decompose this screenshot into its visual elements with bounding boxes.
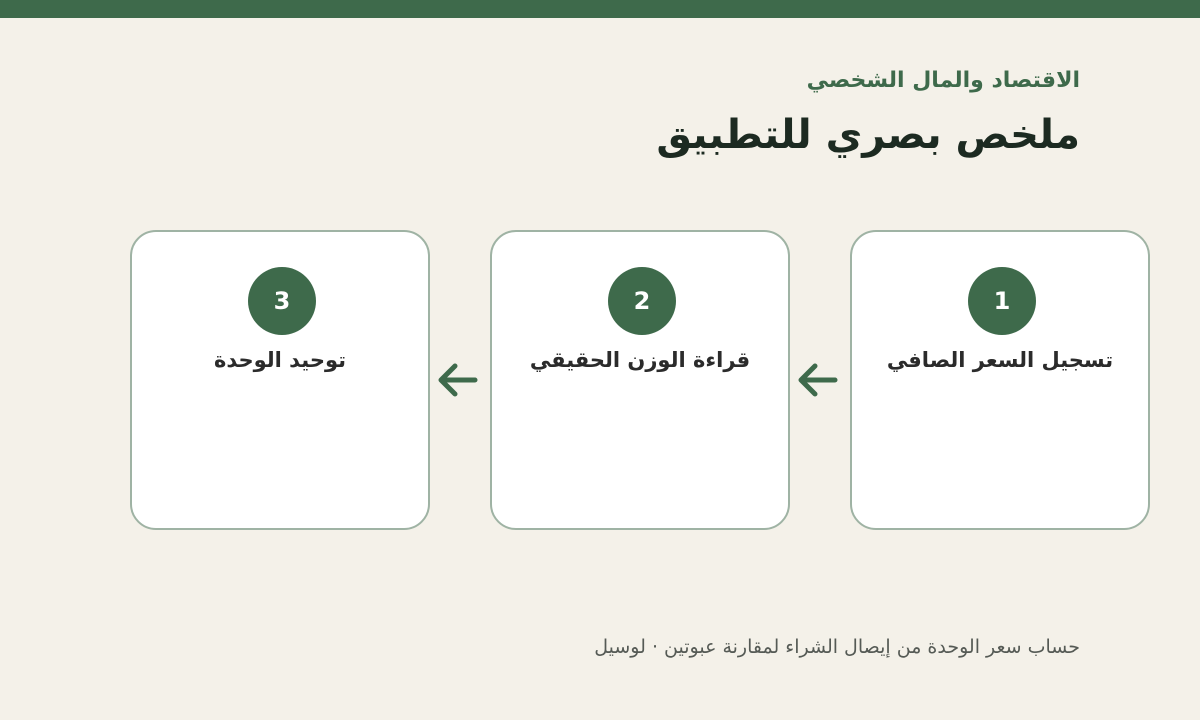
- step-card-1: [850, 230, 1150, 530]
- step-card-2: [490, 230, 790, 530]
- step-number-badge: 3: [248, 267, 316, 335]
- step-number-badge: 1: [968, 267, 1036, 335]
- step-label: توحيد الوحدة: [213, 348, 347, 372]
- arrow-left-icon: [795, 360, 839, 400]
- top-bar: [0, 0, 1200, 18]
- step-card-3: [130, 230, 430, 530]
- step-number-badge: 2: [608, 267, 676, 335]
- step-label: تسجيل السعر الصافي: [886, 348, 1114, 372]
- category-label: الاقتصاد والمال الشخصي: [806, 68, 1080, 93]
- footer-caption: حساب سعر الوحدة من إيصال الشراء لمقارنة عبوتين · لوسيل: [594, 636, 1080, 658]
- arrow-left-icon: [435, 360, 479, 400]
- step-label: قراءة الوزن الحقيقي: [529, 348, 751, 372]
- page-title: ملخص بصري للتطبيق: [656, 112, 1080, 158]
